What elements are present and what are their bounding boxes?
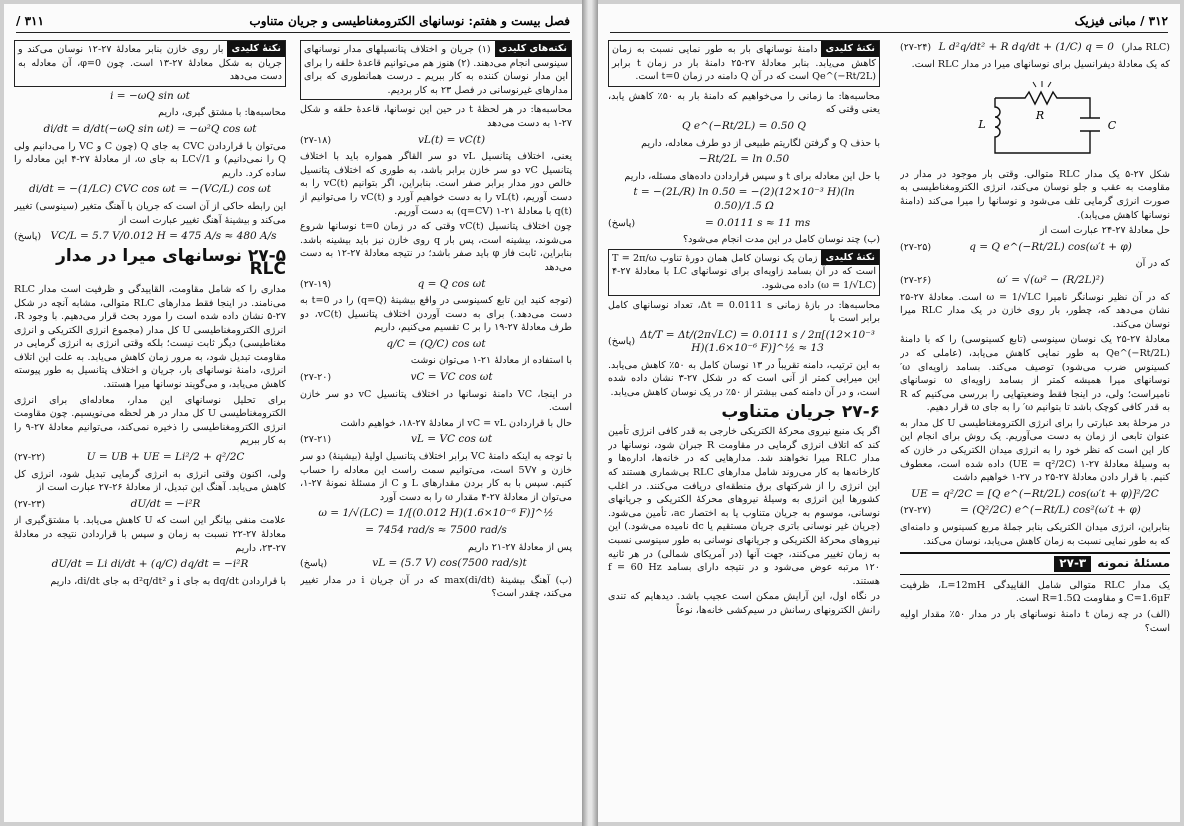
- right-page: [598, 4, 1180, 822]
- paragraph: (ب) چند نوسان کامل در این مدت انجام می‌شود؟: [683, 234, 880, 246]
- equation-body: = 7454 rad/s ≈ 7500 rad/s: [365, 524, 507, 536]
- equation-number: (۲۷-۲۳): [14, 498, 46, 510]
- paragraph: محاسبه‌ها: با مشتق گیری، داریم: [158, 107, 286, 119]
- key-idea-box: [608, 249, 880, 296]
- paragraph: که در آن نظیر نوسانگر نامیرا ω = 1/√LC است. معادلهٔ ۲۷-۲۵ نشان می‌دهد که، چطور، بار روی خازن در یک مدار RLC میرا نوسان می‌کند.: [900, 291, 1170, 330]
- page-header: [16, 10, 570, 33]
- equation-body: q/C = (Q/C) cos ωt: [386, 337, 486, 350]
- answer-label: (پاسخ): [14, 231, 42, 243]
- capacitor-plates: [1080, 118, 1100, 131]
- equation: [900, 241, 1170, 255]
- key-idea-box: [608, 40, 880, 87]
- equation: [300, 371, 572, 385]
- equation-body: Δt/T = Δt/(2π√LC) = 0.0111 s / 2π[(12×10⁻³ H)(1.6×10⁻⁶ F)]^½ ≈ 13: [640, 328, 875, 355]
- paragraph: محاسبه‌ها: ما زمانی را می‌خواهیم که دامنهٔ بار به ۵۰٪ کاهش یابد، یعنی وقتی که: [608, 90, 880, 116]
- paragraph: با قراردادن dq/dt به جای i و d²q/dt² به جای di/dt، داریم: [50, 575, 286, 587]
- equation: [14, 123, 286, 137]
- equation: [14, 558, 286, 572]
- equation-body: Q e^(−Rt/2L) = 0.50 Q: [681, 119, 807, 132]
- paragraph: علامت منفی بیانگر این است که U کاهش می‌یابد. با مشتق‌گیری از معادلهٔ ۲۷-۲۲ نسبت به زمان و سپس با قراردادن نتیجه در معادلهٔ ۲۷-۲۳، داریم: [14, 515, 286, 554]
- equation-body: UE = q²/2C = [Q e^(−Rt/2L) cos(ω′t + φ)]²/2C: [911, 487, 1159, 500]
- equation-body: = (Q²/2C) e^(−Rt/L) cos²(ω′t + φ): [960, 504, 1141, 517]
- equation-number: (۲۷-۲۴): [900, 42, 932, 53]
- key-idea-text: بار روی خازن بنابر معادلهٔ ۲۷-۱۲ نوسان می‌کند و جریان به شکل معادلهٔ ۲۷-۱۳ است. چون φ=0، آن معادله به دست می‌دهد: [18, 44, 282, 83]
- key-idea-box: [14, 40, 286, 87]
- paragraph: می‌توان با قراردادن CVC به جای Q (چون C و VC را می‌دانیم ولی Q را نمی‌دانیم) و 1/√LC به جای ω، از معادلهٔ ۲۷-۴ این معادله را ساده کرد. داریم: [14, 140, 286, 179]
- equation-body: dU/dt = Li di/dt + (q/C) dq/dt = −i²R: [51, 558, 249, 571]
- paragraph: در اینجا، VC دامنهٔ نوسانها در اختلاف پتانسیل vC دو سر خازن است.: [300, 388, 572, 414]
- resistor-label: R: [1035, 109, 1045, 123]
- book-gutter: [582, 0, 598, 826]
- equation-body: = 0.0111 s ≈ 11 ms: [704, 216, 811, 229]
- equation-body: q = Q e^(−Rt/2L) cos(ω′t + φ): [969, 240, 1132, 253]
- paragraph: (ب) آهنگ بیشینهٔ (di/dt)max که در آن جریان i در مدار تغییر می‌کند، چقدر است؟: [300, 574, 572, 600]
- sample-problem-number: ۲۷-۳: [1054, 556, 1091, 572]
- equation: [300, 524, 572, 538]
- equation-body: ω = 1/√(LC) = 1/[(0.012 H)(1.6×10⁻⁶ F)]^½: [318, 507, 554, 520]
- paragraph: با توجه به اینکه دامنهٔ VC برابر اختلاف پتانسیل اولیهٔ (بیشینهٔ) دو سر خازن و 5V۷ است، می‌توانیم سمت راست این معادله را حساب کنیم. سپس با به کار بردن مقدارهای L و C از مسئلهٔ نمونهٔ ۲۷-۱، می‌توان از معادلهٔ ۲۷-۴ مقدار ω را به دست آورد: [300, 451, 572, 503]
- section-heading: ۲۷-۵ نوسانهای میرا در مدار RLC: [56, 245, 286, 280]
- page-number-text: ۳۱۲ /: [1140, 14, 1168, 28]
- equation-body: dU/dt = −i²R: [130, 497, 201, 510]
- paragraph: با حذف Q و گرفتن لگاریتم طبیعی از دو طرف معادله، داریم: [641, 137, 880, 149]
- paragraph: محاسبه‌ها: در هر لحظهٔ t در حین این نوسانها، قاعدهٔ حلقه و شکل ۲۷-۱ به دست می‌دهد: [300, 104, 572, 129]
- paragraph: محاسبه‌ها: در بازهٔ زمانی Δt = 0.0111 s، تعداد نوسانهای کامل برابر است با: [608, 299, 880, 325]
- page-number: ۳۱۱ /: [16, 14, 44, 28]
- paragraph: با استفاده از معادلهٔ ۲۱-۱ می‌توان نوشت: [410, 355, 572, 367]
- equation-number: (۲۷-۱۸): [300, 134, 332, 146]
- key-idea-box: [300, 40, 572, 100]
- equation: [608, 329, 880, 356]
- equation-body: L d²q/dt² + R dq/dt + (1/C) q = 0: [938, 41, 1114, 53]
- header-title: مبانی فیزیک: [1074, 14, 1136, 28]
- equation: [608, 217, 880, 231]
- equation: [608, 186, 880, 213]
- equation: [300, 507, 572, 521]
- sample-problem-title: [900, 552, 1170, 575]
- paragraph: چون اختلاف پتانسیل vC(t) وقتی که در زمان t=0 نوسانها شروع می‌شوند، بیشینه است، پس بار q روی خازن نیز باید بیشینه باشد. بنابراین، ثابت فاز φ باید صفر باشد؛ در نتیجه معادلهٔ ۲۷-۱۲ به دست می‌دهد: [300, 221, 572, 273]
- paragraph: ولی، اکنون وقتی انرژی به انرژی گرمایی تبدیل شود، انرژی کل کاهش می‌یابد. آهنگ این تبدیل، از معادلهٔ ۲۶-۲۷ عبارت است از: [14, 468, 286, 494]
- equation-body: −Rt/2L = ln 0.50: [698, 153, 790, 166]
- equation: [300, 134, 572, 148]
- equation: [14, 498, 286, 512]
- paragraph: به این ترتیب، دامنه تقریباً در ۱۳ نوسان کامل به ۵۰٪ کاهش می‌یابد. این میرایی کمتر از آنی است که در شکل ۲۷-۳ نشان داده شده است، و در آن دامنه کمی بیشتر از ۵۰٪ در یک نوسان کاهش می‌یابد.: [608, 359, 880, 399]
- equation-body: VC/L = 5.7 V/0.012 H = 475 A/s ≈ 480 A/s: [50, 230, 277, 243]
- equation-body: q = Q cos ωt: [417, 277, 486, 290]
- paragraph: اگر یک منبع نیروی محرکهٔ الکتریکی خارجی به قدر کافی انرژی تأمین کند که اتلاف انرژی گرمایی در مقاومت R جبران شود، نوسانها در مدار RLC میرا نخواهند شد. مدارهایی که در خانه‌ها، اداره‌ها و کارخانه‌ها به کار می‌روند شامل مدارهای RLC بی‌شماری هستند که این انرژی را از شرکتهای برق منطقه‌ای دریافت می‌کنند. در اغلب کشورها این انرژی به وسیلهٔ نیروهای محرکهٔ الکتریکی و جریانهای نوسانی، موسوم به جریان متناوب یا به اختصار ac، تأمین می‌شود. (جریان غیر نوسانی باتری جریان مستقیم یا dc نامیده می‌شود.) این نیروهای محرکهٔ الکتریکی و جریانهای نوسانی به طور سینوسی نسبت به زمان تغییر می‌کنند، جهت آنها (در آمریکای شمالی) در هر ثانیه ۱۲۰ مرتبه عوض می‌شود و در نتیجه دارای بسامد f = 60 Hz هستند.: [608, 426, 880, 587]
- page-header: [610, 10, 1168, 33]
- sample-problem-label: مسئلهٔ نمونه: [1097, 556, 1170, 571]
- paragraph: (توجه کنید این تابع کسینوسی در واقع بیشینهٔ (q=Q) را در t=0 به دست می‌دهد.) برای به دست آوردن اختلاف پتانسیل vC(t)، دو طرف معادلهٔ ۲۷-۱۹ را بر C تقسیم می‌کنیم، داریم: [300, 295, 572, 334]
- equation: [300, 433, 572, 447]
- equation: [14, 183, 286, 197]
- equation-body: ω′ = √(ω² − (R/2L)²): [997, 273, 1105, 286]
- column-left: [608, 38, 880, 816]
- paragraph: این رابطه حاکی از آن است که جریان با آهنگ متغیر (سینوسی) تغییر می‌کند و بیشینهٔ آهنگ تغییر عبارت است از: [14, 200, 286, 226]
- equation-body: t = −(2L/R) ln 0.50 = −(2)(12×10⁻³ H)(ln 0.50)/1.5 Ω: [633, 186, 855, 212]
- key-idea-tag: نکته‌های کلیدی: [495, 41, 571, 57]
- paragraph: که در آن: [1135, 258, 1170, 270]
- equation: [900, 41, 1170, 55]
- page-number: [1075, 14, 1168, 28]
- equation-body: vC = VC cos ωt: [410, 371, 493, 384]
- equation-body: vL = VC cos ωt: [411, 433, 493, 446]
- equation: [608, 153, 880, 167]
- rlc-circuit-diagram: [900, 73, 1170, 163]
- key-idea-text: زمان یک نوسان کامل همان دورهٔ تناوب T = 2π/ω است که در آن بسامد زاویه‌ای برای نوسانهای LC با معادلهٔ ۲۷-۴ (ω = 1/√LC) داده می‌شود.: [612, 252, 876, 291]
- capacitor-label: C: [1107, 119, 1117, 133]
- paragraph: در نگاه اول، این آرایش ممکن است عجیب باشد. دیدهایم که تندی رانش الکترونهای رسانش در سیم‌کشی خانه‌ها، نوعاً: [608, 591, 880, 616]
- key-idea-text: دامنهٔ نوسانهای بار به طور نمایی نسبت به زمان کاهش می‌یابد. بنابر معادلهٔ ۲۷-۲۵ دامنهٔ بار در زمان t برابر Qe^(−Rt/2L) است که در آن Q دامنه در زمان t=0 است.: [612, 44, 876, 83]
- key-idea-tag: نکتهٔ کلیدی: [821, 250, 879, 266]
- paragraph: با حل این معادله برای t و سپس قراردادن داده‌های مسئله، داریم: [624, 170, 880, 182]
- column-right: [900, 38, 1170, 816]
- paragraph: حال با قراردادن vC = vL از معادلهٔ ۲۷-۱۸، خواهیم داشت: [340, 417, 572, 429]
- column-left: [14, 38, 286, 816]
- equation-number: (۲۷-۲۰): [300, 372, 332, 384]
- equation: [300, 557, 572, 571]
- key-idea-tag: نکتهٔ کلیدی: [821, 41, 879, 57]
- paragraph: بنابراین، انرژی میدان الکتریکی بنابر جملهٔ مربع کسینوس و دامنه‌ای که به طور نمایی نسبت به زمان کاهش می‌یابد، نوسان می‌کند.: [900, 522, 1170, 547]
- paragraph: برای تحلیل نوسانهای این مدار، معادله‌ای برای انرژی الکترومغناطیسی U کل مدار در هر لحظه می‌نویسیم. چون مقاومت انرژی الکترومغناطیسی را ذخیره نمی‌کند، می‌توانیم معادلهٔ ۲۷-۹ را به کار ببریم: [14, 394, 286, 447]
- equation: [14, 451, 286, 465]
- column-right: [300, 38, 572, 816]
- equation-body: vL = (5.7 V) cos(7500 rad/s)t: [372, 557, 527, 570]
- paragraph: که یک معادلهٔ دیفرانسیل برای نوسانهای میرا در مدار RLC است.: [911, 58, 1170, 70]
- equation-number: (۲۷-۲۶): [900, 274, 932, 286]
- equation: [900, 504, 1170, 518]
- equation-label: (مدار RLC): [1121, 42, 1170, 53]
- equation: [300, 278, 572, 292]
- paragraph: حل معادلهٔ ۲۷-۲۴ عبارت است از: [1040, 225, 1170, 237]
- paragraph: یک مدار RLC متوالی شامل القاییدگی L=12mH، ظرفیت C=1.6μF و مقاومت R=1.5Ω است.: [900, 579, 1170, 605]
- answer-label: (پاسخ): [608, 217, 636, 229]
- equation-body: vL(t) = vC(t): [417, 133, 486, 146]
- equation: [608, 120, 880, 134]
- paragraph: (الف) در چه زمان t دامنهٔ نوسانهای بار در مدار ۵۰٪ مقدار اولیه است؟: [900, 609, 1170, 634]
- paragraph: پس از معادلهٔ ۲۷-۲۱ داریم: [468, 541, 572, 553]
- paragraph: یعنی، اختلاف پتانسیل vL دو سر القاگر همواره باید با اختلاف پتانسیل vC دو سر خازن برابر باشد، به طوری که اختلاف پتانسیل خالص دور مدار برابر صفر است. بنابراین، اگر بتوانیم vC(t) را به دست آوریم، vL(t) را به دست خواهیم آورد و vC(t) را می‌توانیم از q(t) با معادلهٔ ۲۱-۱ (q=CV) به دست آوریم.: [300, 151, 572, 217]
- header-title: فصل بیست و هفتم: نوسانهای الکترومغناطیسی و جریان متناوب: [249, 14, 570, 28]
- inductor-label: L: [978, 118, 986, 132]
- key-idea-tag: نکتهٔ کلیدی: [227, 41, 285, 57]
- key-idea-text: (۱) جریان و اختلاف پتانسیلهای مدار نوسانهای سینوسی انجام می‌دهند. (۲) هنوز هم می‌توانیم قاعدهٔ حلقه را برای این مدار نوسان کننده به کار ببریم ـ درست همانطوری که برای مدارهای غیرنوسانی در فصل ۲۳ به کار بردیم.: [303, 44, 568, 96]
- equation-body: U = UB + UE = Li²/2 + q²/2C: [86, 451, 245, 464]
- equation-body: i = −ωQ sin ωt: [110, 89, 190, 102]
- equation-number: (۲۷-۲۲): [14, 452, 46, 464]
- left-page: [4, 4, 582, 822]
- equation-number: (۲۷-۲۷): [900, 505, 932, 517]
- paragraph: در مرحلهٔ بعد عبارتی را برای انرژی الکترومغناطیسی U کل مدار به عنوان تابعی از زمان به دست می‌آوریم. یک روش برای انجام این کار این است که نظر خود را به انرژی میدان الکتریکی در خازن که به وسیلهٔ معادلهٔ ۲۷-۱ (UE = q²/2C) داده شده است، معطوف کنیم. با قرار دادن معادلهٔ ۲۷-۲۵ در ۲۷-۱ خواهیم داشت: [900, 417, 1170, 484]
- paragraph: معادلهٔ ۲۷-۲۵ یک نوسان سینوسی (تابع کسینوسی) را که با دامنهٔ Qe^(−Rt/2L) به طور نمایی کاهش می‌یابد، (عاملی که در کسینوس ضرب می‌شود) توصیف می‌کند. بسامد زاویه‌ای ω′ نوسانهای میرا همیشه کمتر از بسامد زاویه‌ای ω نوسانهای نامیراست؛ ولی، در اینجا فقط وضعیتهایی را بررسی می‌کنیم که R به قدر کافی کوچک باشد تا بتوانیم ω′ را به جای ω قرار دهیم.: [900, 334, 1170, 414]
- section-heading: ۲۷-۶ جریان متناوب: [721, 401, 880, 422]
- equation-number: (۲۷-۲۱): [300, 434, 332, 446]
- heat-lines: [1033, 81, 1051, 87]
- inductor-wire: [995, 98, 1090, 153]
- answer-label: (پاسخ): [608, 336, 636, 348]
- equation-body: di/dt = d/dt(−ωQ sin ωt) = −ω²Q cos ωt: [43, 122, 257, 135]
- equation: [300, 338, 572, 352]
- answer-label: (پاسخ): [300, 558, 328, 570]
- equation: [14, 90, 286, 104]
- figure-caption: شکل ۲۷-۵ یک مدار RLC متوالی. وقتی بار موجود در مدار در مقاومت به عقب و جلو نوسان می‌کند، انرژی الکترومغناطیسی به صورت انرژی گرمایی تلف می‌شود و نوسانها را میرا می‌کند (دامنهٔ نوسانها کاهش می‌یابد).: [900, 168, 1170, 221]
- equation: [900, 488, 1170, 502]
- equation-number: (۲۷-۲۵): [900, 241, 932, 253]
- paragraph: مداری را که شامل مقاومت، القاییدگی و ظرفیت است مدار RLC می‌نامند. در اینجا فقط مدارهای RLC متوالی، مشابه آنچه در شکل ۲۷-۵ نشان داده شده است را مورد بحث قرار می‌دهیم. با وجود R، انرژی الکترومغناطیسی U کل مدار (مجموع انرژی الکتریکی و انرژی مغناطیسی) دیگر ثابت نیست؛ بلکه وقتی انرژی به انرژی گرمایی در مقاومت تبدیل شود، به مرور زمان کاهش می‌یابد. به علت این اتلاف انرژی، دامنهٔ نوسانهای بار، جریان و اختلاف پتانسیل به طور پیوسته کاهش می‌یابد، و می‌گویند نوسانها میرا هستند.: [14, 283, 286, 391]
- equation: [900, 274, 1170, 288]
- equation-body: di/dt = −(1/LC) CVC cos ωt = −(VC/L) cos ωt: [29, 183, 271, 196]
- equation-number: (۲۷-۱۹): [300, 278, 332, 290]
- equation: [14, 230, 286, 244]
